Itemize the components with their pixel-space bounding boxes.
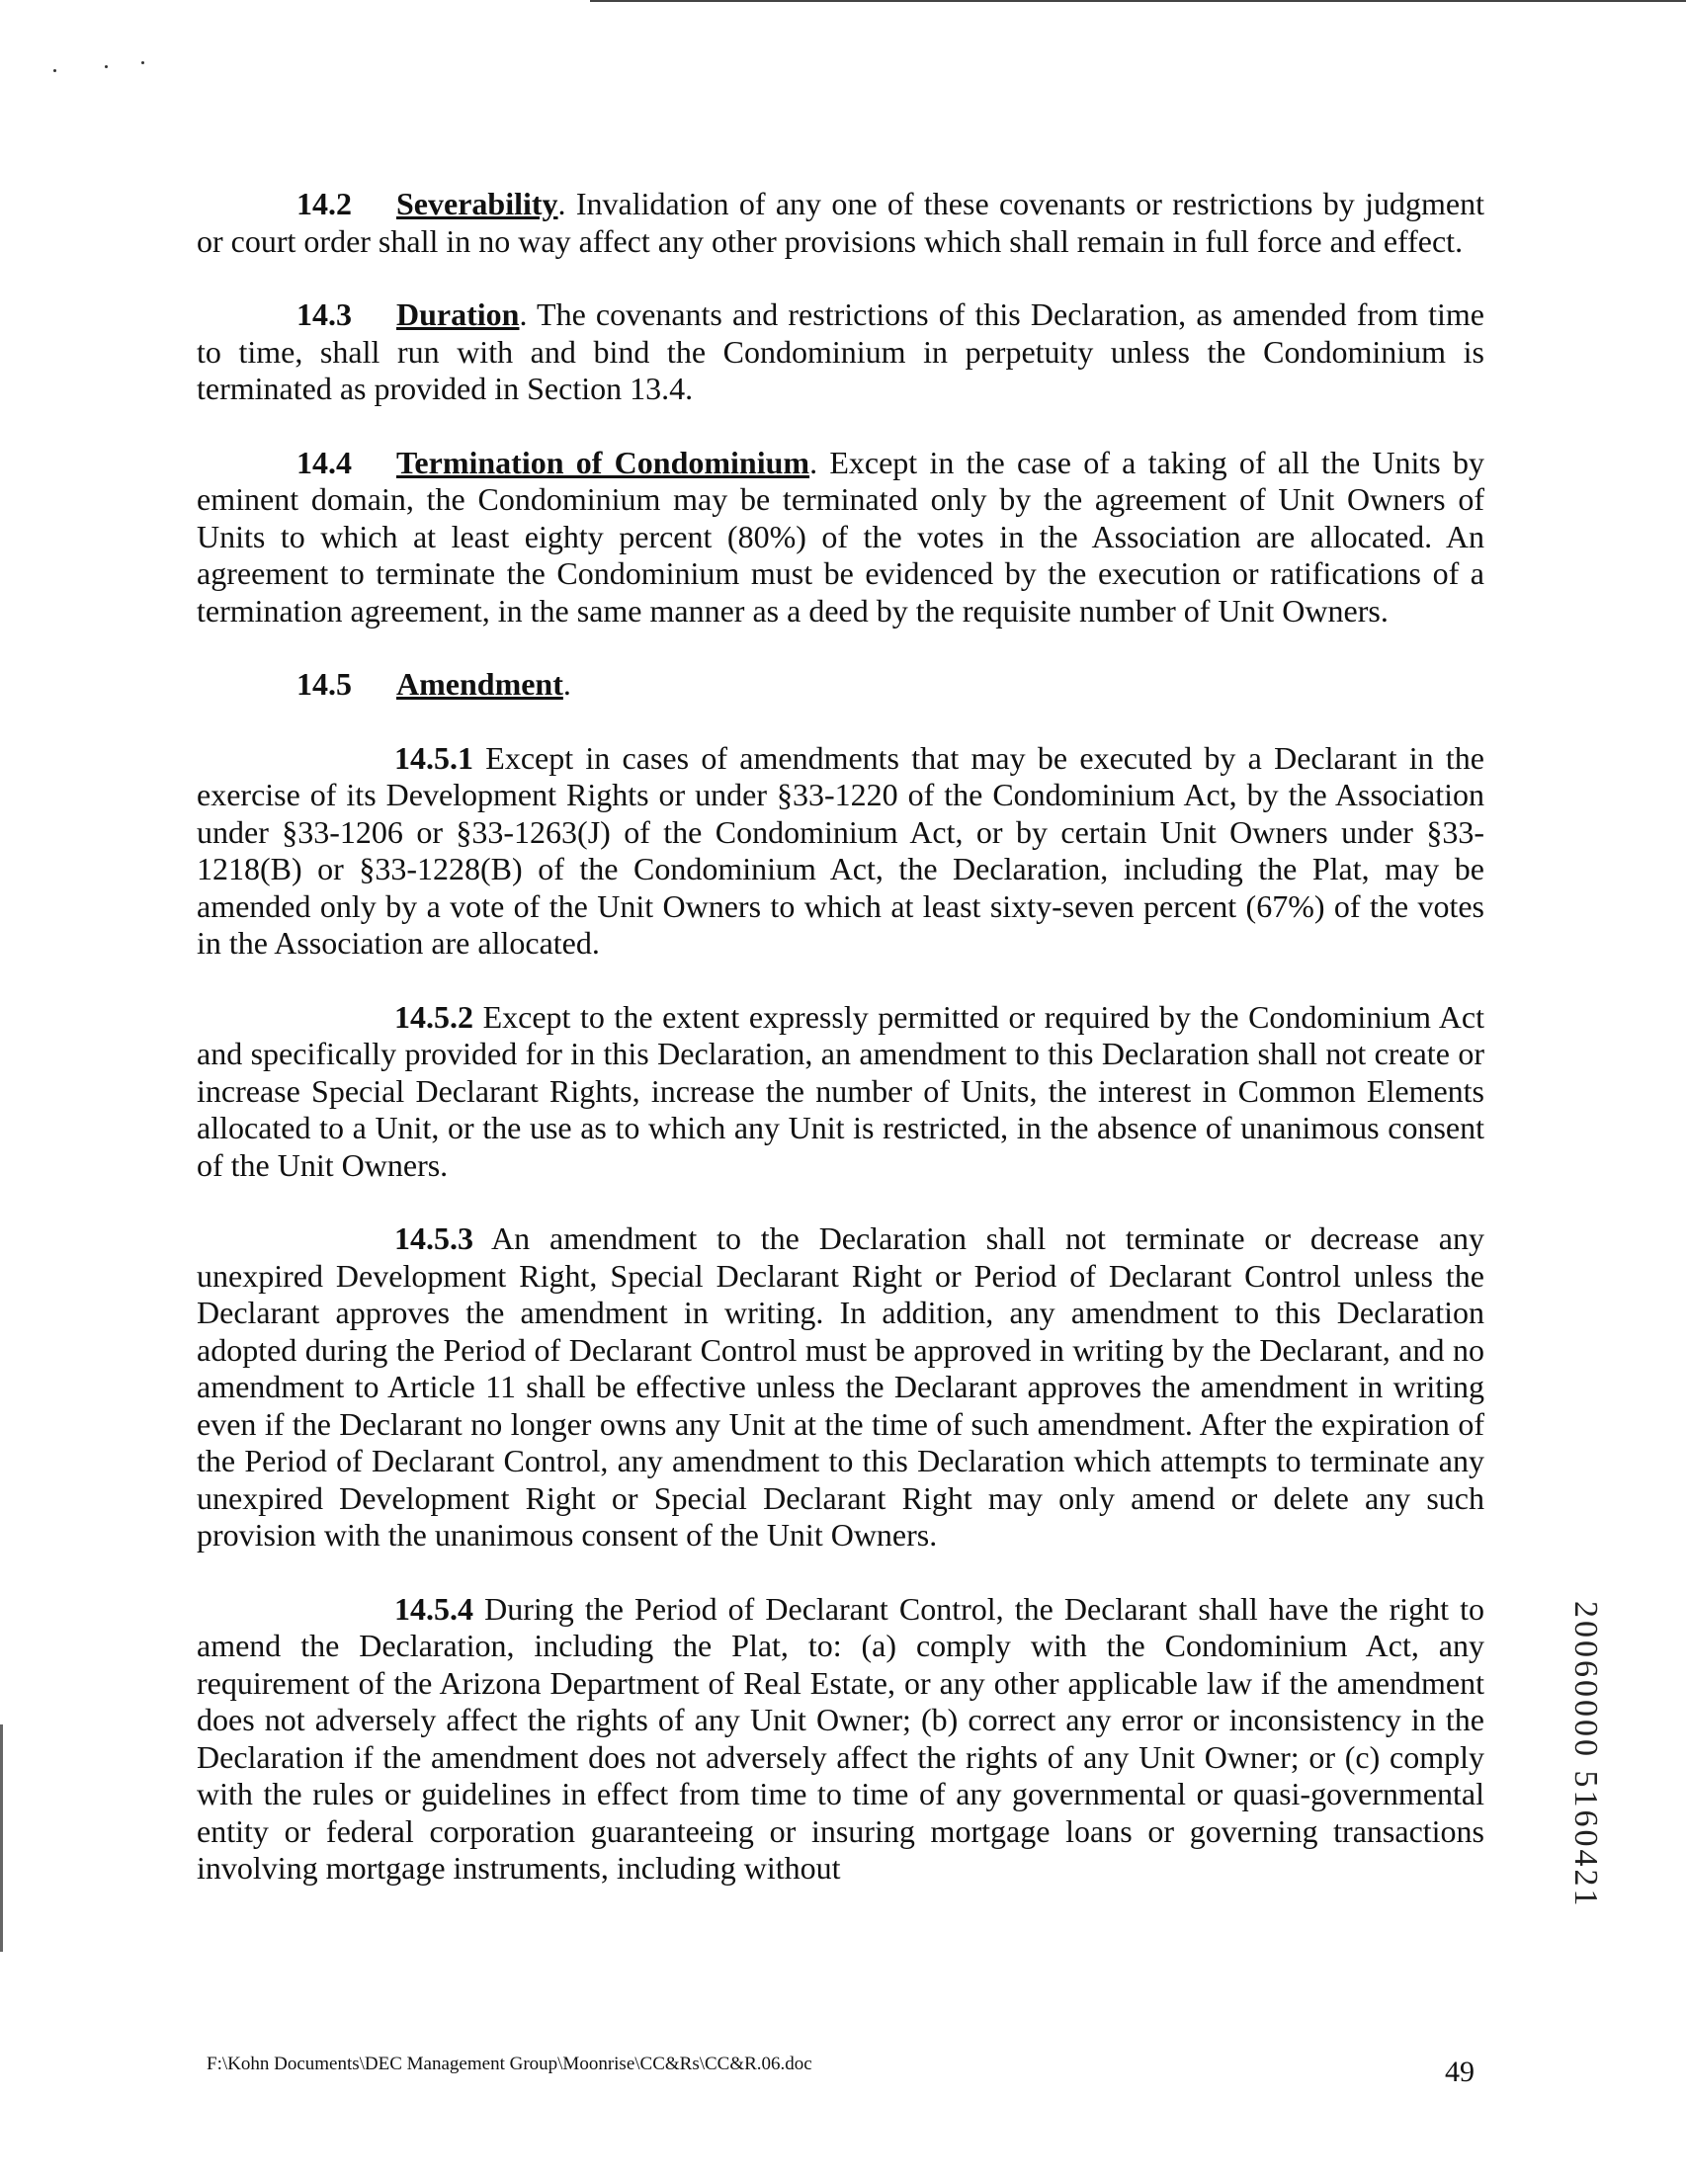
section-number: 14.5.4 — [394, 1590, 473, 1627]
section-text: Except to the extent expressly permitted or required by the Condominium Act and specifically provided for in this Declaration, an amendment to this Declaration shall not create or increase Special Declarant Rights, increase the number of Units, the interest in Common Elements allocated to a Unit, or the use as to which any Unit is restricted, in the absence of unanimous consent of the Unit Owners. — [197, 998, 1484, 1183]
section-heading: Severability — [396, 186, 558, 221]
section-number: 14.2 — [296, 186, 352, 221]
section-number: 14.3 — [296, 296, 352, 332]
scan-speck — [105, 65, 108, 68]
section-number: 14.4 — [296, 444, 352, 480]
section-14-2 — [197, 186, 1484, 260]
section-heading: Amendment — [396, 666, 563, 702]
top-rule — [590, 0, 1686, 2]
section-text: . — [562, 666, 571, 702]
page-number: 49 — [1445, 2056, 1475, 2088]
section-text: . The covenants and restrictions of this Declaration, as amended from time to time, shall run with and bind the Condominium in perpetuity unless the Condominium is terminated as provided in Section 13.4. — [197, 296, 1484, 406]
section-number: 14.5.3 — [394, 1220, 473, 1256]
section-text: During the Period of Declarant Control, the Declarant shall have the right to amend the Declaration, including the Plat, to: (a) comply with the Condominium Act, any requirement of the Arizona Department of Real Estate, or any other applicable law if the amendment does not adversely affect the rights of any Unit Owner; (b) correct any error or inconsistency in the Declaration if the amendment does not adversely affect the rights of any Unit Owner; or (c) comply with the rules or guidelines in effect from time to time of any governmental or quasi-governmental entity or federal corporation guaranteeing or insuring mortgage loans or governing transactions involving mortgage instruments, including without — [197, 1590, 1484, 1886]
scan-speck — [53, 69, 56, 72]
section-14-5-3 — [197, 1220, 1484, 1554]
section-text: . Except in the case of a taking of all the Units by eminent domain, the Condominium may be terminated only by the agreement of Unit Owners of Units to which at least eighty percent (80%) of the votes in the Association are allocated. An agreement to terminate the Condominium must be evidenced by the execution or ratifications of a termination agreement, in the same manner as a deed by the requisite number of Unit Owners. — [197, 444, 1485, 629]
section-14-3 — [197, 296, 1484, 408]
section-14-5-4 — [197, 1591, 1484, 1888]
section-text: . Invalidation of any one of these covenants or restrictions by judgment or court order shall in no way affect any other provisions which shall remain in full force and effect. — [197, 186, 1484, 259]
section-heading: Duration — [396, 296, 520, 332]
scan-edge-mark — [0, 1724, 3, 1952]
bates-stamp: 20060000 5160421 — [1567, 1601, 1604, 1909]
document-body — [197, 186, 1484, 1924]
section-text: Except in cases of amendments that may be executed by a Declarant in the exercise of its Development Rights or under §33-1220 of the Condominium Act, by the Association under §33-1206 or §33-1263(J) of the Condominium Act, or by certain Unit Owners under §33-1218(B) or §33-1228(B) of the Condominium Act, the Declaration, including the Plat, may be amended only by a vote of the Unit Owners to which at least sixty-seven percent (67%) of the votes in the Association are allocated. — [197, 739, 1484, 961]
section-number: 14.5.1 — [394, 739, 473, 776]
section-number: 14.5 — [296, 666, 352, 702]
section-14-4 — [197, 445, 1484, 630]
section-text: An amendment to the Declaration shall not terminate or decrease any unexpired Development Right, Special Declarant Right or Period of Declarant Control unless the Declarant approves the amendment in writing. In addition, any amendment to this Declaration adopted during the Period of Declarant Control must be approved in writing by the Declarant, and no amendment to Article 11 shall be effective unless the Declarant approves the amendment in writing even if the Declarant no longer owns any Unit at the time of such amendment. After the expiration of the Period of Declarant Control, any amendment to this Declaration which attempts to terminate any unexpired Development Right or Special Declarant Right may only amend or delete any such provision with the unanimous consent of the Unit Owners. — [197, 1220, 1484, 1553]
footer-file-path: F:\Kohn Documents\DEC Management Group\Moonrise\CC&Rs\CC&R.06.doc — [207, 2054, 812, 2074]
section-14-5-1 — [197, 740, 1484, 963]
section-heading: Termination of Condominium — [396, 444, 810, 480]
scan-speck — [141, 61, 144, 64]
section-number: 14.5.2 — [394, 998, 473, 1035]
section-14-5 — [197, 666, 1484, 704]
section-14-5-2 — [197, 999, 1484, 1185]
